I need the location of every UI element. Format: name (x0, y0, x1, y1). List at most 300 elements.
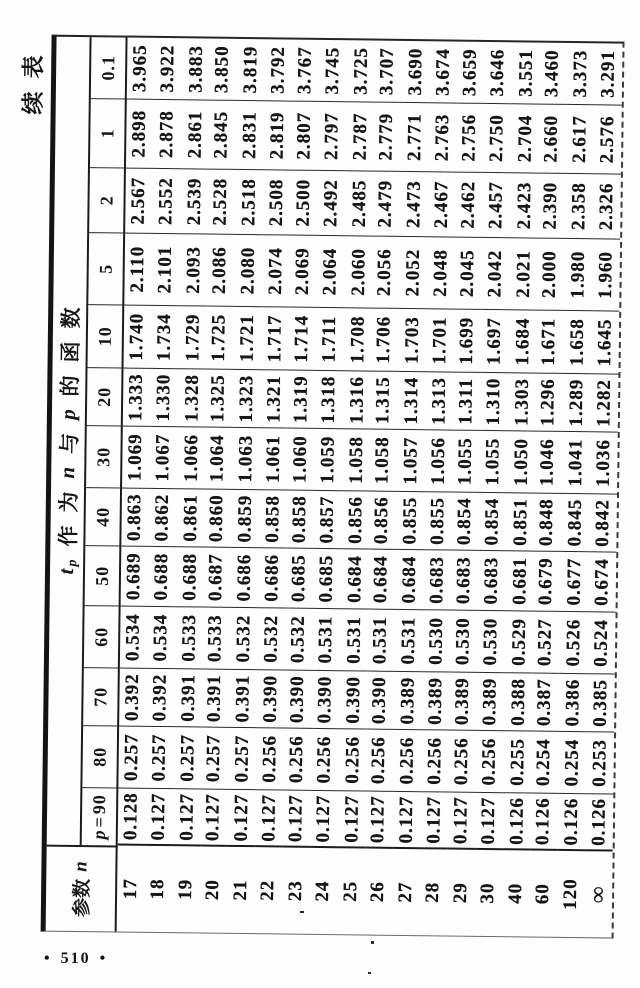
n-row-label (227, 847, 256, 933)
n-row-label (392, 849, 421, 935)
value-cell (396, 492, 424, 550)
value-cell (291, 102, 319, 171)
n-row-label-text: 30 (477, 882, 499, 904)
value-cell (509, 238, 537, 310)
value-cell (209, 39, 237, 101)
value-cell (263, 170, 291, 235)
value-cell (205, 370, 233, 428)
value-text: 1.057 (399, 436, 422, 485)
value-text: 1.740 (125, 312, 148, 361)
value-cell (451, 551, 479, 611)
n-row-label (282, 848, 311, 934)
value-text: 0.855 (427, 496, 449, 545)
value-text: 0.126 (588, 797, 611, 846)
value-cell (558, 732, 586, 794)
p-variable: p (88, 829, 109, 840)
value-cell (508, 310, 536, 373)
value-text: 3.291 (597, 49, 620, 98)
p-col-header (82, 788, 119, 845)
value-text: 0.392 (149, 673, 172, 722)
value-cell (255, 790, 283, 847)
value-cell (506, 551, 534, 611)
value-cell (148, 547, 176, 607)
table-title-segment: t (53, 568, 79, 575)
value-cell (425, 372, 453, 430)
scan-speck (371, 941, 374, 944)
value-cell (177, 427, 205, 489)
value-text: 0.256 (285, 735, 308, 784)
value-cell (179, 306, 207, 369)
value-cell (374, 41, 402, 103)
value-text: 0.257 (203, 734, 225, 783)
value-text: 3.646 (487, 48, 509, 97)
value-cell (504, 673, 532, 731)
value-cell (126, 100, 154, 169)
value-cell (121, 547, 149, 607)
value-text: 2.797 (321, 112, 343, 161)
value-text: 0.857 (316, 495, 339, 544)
value-text: 0.532 (232, 614, 255, 663)
value-text: 2.539 (183, 177, 206, 226)
value-text: 1.069 (124, 433, 146, 482)
n-row-label-text: ∞ (585, 885, 611, 904)
value-cell (565, 174, 593, 239)
value-cell (478, 551, 506, 611)
value-cell (339, 671, 367, 729)
value-cell (234, 235, 262, 307)
value-cell (174, 669, 202, 727)
value-cell (448, 731, 476, 793)
value-cell (292, 40, 320, 102)
value-text: 0.390 (260, 674, 282, 723)
value-cell (449, 673, 477, 731)
value-text: 0.390 (314, 675, 337, 724)
value-cell (456, 104, 484, 173)
value-text: 2.326 (596, 182, 618, 231)
value-cell (260, 428, 288, 490)
value-cell (286, 549, 314, 609)
value-cell (229, 670, 257, 728)
value-cell (587, 612, 615, 674)
value-text: 1.325 (207, 374, 230, 423)
value-cell (426, 309, 454, 372)
value-text: 1.063 (234, 434, 257, 483)
value-cell (372, 237, 400, 309)
value-cell (566, 105, 594, 174)
value-cell (586, 732, 614, 794)
value-text: 2.845 (210, 110, 233, 159)
value-cell (475, 793, 503, 850)
value-cell (477, 673, 505, 731)
n-row-label-text: 17 (119, 878, 142, 900)
value-text: 1.684 (511, 317, 534, 366)
value-text: 1.313 (428, 376, 451, 425)
value-text: 0.685 (287, 554, 310, 603)
value-cell (590, 432, 618, 494)
value-cell (235, 170, 263, 235)
value-cell (256, 728, 284, 790)
value-text: 0.531 (397, 616, 420, 665)
n-row-label (419, 849, 448, 935)
value-cell (287, 429, 315, 491)
n-row-label-text: 120 (559, 878, 582, 910)
value-cell (153, 169, 181, 234)
value-cell (175, 607, 203, 669)
value-cell (147, 669, 175, 727)
value-text: 0.858 (262, 494, 284, 543)
value-cell (503, 731, 531, 793)
value-text: 2.567 (127, 176, 149, 225)
value-cell (366, 730, 394, 792)
page-number: • 510 • (44, 950, 108, 967)
value-text: 1.055 (482, 437, 504, 486)
value-cell (563, 374, 591, 432)
value-text: 2.878 (156, 110, 178, 159)
value-text: 0.127 (477, 796, 500, 845)
value-cell (231, 490, 259, 548)
value-text: 0.681 (509, 556, 531, 605)
value-cell (483, 173, 511, 238)
value-text: 3.725 (350, 46, 372, 95)
value-text: 1.703 (401, 316, 423, 365)
n-row-label-text: 26 (367, 881, 389, 903)
value-text: 2.660 (540, 114, 563, 163)
value-text: 0.256 (368, 736, 390, 785)
value-text: 0.385 (590, 678, 612, 727)
value-text: 2.756 (458, 113, 480, 162)
value-cell (285, 609, 313, 671)
value-text: 1.721 (236, 314, 258, 363)
value-text: 1.036 (592, 438, 615, 487)
value-text: 0.531 (315, 615, 337, 664)
value-text: 0.848 (536, 498, 558, 547)
value-text: 0.127 (367, 795, 389, 844)
value-cell (397, 430, 425, 492)
value-cell (477, 611, 505, 673)
value-cell (173, 789, 201, 846)
value-cell (448, 793, 476, 850)
value-text: 3.883 (185, 44, 207, 93)
value-text: 0.256 (478, 737, 501, 786)
value-cell (508, 373, 536, 431)
value-text: 0.127 (147, 792, 170, 841)
value-cell (342, 429, 370, 491)
value-text: 0.527 (534, 618, 557, 667)
value-cell (318, 102, 346, 171)
value-text: 0.257 (231, 734, 253, 783)
value-cell (347, 40, 375, 102)
value-cell (538, 105, 566, 174)
value-cell (118, 727, 146, 789)
table-title-segment: n (55, 466, 80, 479)
value-text: 0.389 (451, 677, 473, 726)
p-col-header: 40 (85, 488, 122, 546)
n-row-label (474, 850, 503, 936)
value-text: 0.533 (178, 613, 200, 662)
value-text: 0.256 (450, 737, 473, 786)
value-cell (319, 40, 347, 102)
value-text: 1.960 (595, 250, 617, 299)
value-text: 2.069 (291, 247, 314, 296)
n-row-label (337, 848, 366, 934)
value-text: 0.387 (533, 678, 556, 727)
table-title-segment: 与 (55, 432, 82, 455)
value-text: 0.254 (561, 738, 583, 787)
value-text: 1.310 (483, 377, 505, 426)
value-cell (480, 373, 508, 431)
value-text: 0.529 (508, 617, 530, 666)
p-col-header: 30 (86, 426, 123, 488)
value-cell (422, 672, 450, 730)
value-text: 1.645 (594, 318, 617, 367)
n-row-label (172, 846, 201, 932)
value-cell (200, 790, 228, 847)
value-cell (119, 669, 147, 727)
value-cell (422, 610, 450, 672)
value-cell (344, 236, 372, 308)
value-cell (314, 491, 342, 549)
value-cell (180, 169, 208, 234)
value-text: 3.792 (267, 45, 290, 94)
value-text: 1.699 (455, 316, 478, 365)
value-cell (534, 494, 562, 552)
value-text: 0.863 (123, 493, 146, 542)
value-text: 2.479 (374, 179, 397, 228)
value-text: 1.701 (429, 316, 452, 365)
value-text: 3.460 (541, 49, 564, 98)
value-text: 2.617 (568, 115, 591, 164)
value-cell (429, 41, 457, 103)
table-title-segment: 函 (57, 341, 83, 363)
value-text: 0.858 (288, 495, 311, 544)
value-text: 1.708 (346, 315, 369, 364)
value-cell (179, 234, 207, 306)
value-cell (311, 729, 339, 791)
value-cell (228, 790, 256, 847)
value-cell (373, 103, 401, 172)
value-cell (257, 608, 285, 670)
value-cell (316, 308, 344, 371)
value-cell (400, 172, 428, 237)
value-text: 0.254 (533, 738, 555, 787)
value-text: 0.126 (560, 797, 583, 846)
value-text: 1.330 (153, 373, 175, 422)
value-cell (259, 490, 287, 548)
value-text: 1.980 (567, 250, 589, 299)
value-cell (562, 432, 590, 494)
value-cell (428, 103, 456, 172)
n-row-label (199, 847, 228, 933)
value-cell (206, 307, 234, 370)
value-cell (371, 309, 399, 372)
value-cell (318, 171, 346, 236)
value-cell (345, 171, 373, 236)
value-cell (207, 235, 235, 307)
value-cell (535, 374, 563, 432)
value-text: 0.389 (396, 676, 419, 725)
value-text: 0.530 (480, 617, 502, 666)
value-cell (315, 371, 343, 429)
value-text: 3.767 (294, 46, 316, 95)
value-text: 1.706 (373, 315, 395, 364)
p-value: 90 (88, 794, 109, 815)
value-text: 0.126 (532, 797, 554, 846)
value-text: 1.050 (510, 437, 533, 486)
value-text: 0.688 (179, 552, 201, 601)
value-cell (532, 612, 560, 674)
value-cell (264, 39, 292, 101)
value-text: 2.771 (403, 113, 426, 162)
value-cell (420, 792, 448, 849)
value-cell (558, 794, 586, 851)
value-text: 0.256 (259, 734, 281, 783)
value-text: 1.671 (538, 317, 560, 366)
value-text: 2.093 (182, 245, 205, 294)
n-row-label (117, 846, 146, 932)
value-text: 3.373 (569, 49, 592, 98)
value-cell (476, 731, 504, 793)
value-text: 0.390 (342, 675, 365, 724)
p-col-header: 50 (85, 546, 122, 606)
value-text: 0.127 (258, 793, 281, 842)
value-text: 1.697 (483, 317, 506, 366)
value-text: 2.074 (265, 246, 287, 295)
n-row-label-text: 40 (504, 882, 527, 904)
value-text: 0.531 (369, 616, 392, 665)
value-text: 1.289 (565, 378, 588, 427)
value-text: 2.763 (431, 113, 454, 162)
value-text: 1.066 (180, 433, 203, 482)
value-text: 0.534 (150, 613, 172, 662)
value-text: 0.257 (176, 733, 199, 782)
value-cell (338, 791, 366, 848)
value-cell (258, 548, 286, 608)
value-cell (455, 173, 483, 238)
value-cell (536, 311, 564, 374)
value-text: 1.296 (537, 378, 560, 427)
value-cell (396, 550, 424, 610)
value-cell (394, 672, 422, 730)
value-cell (120, 607, 148, 669)
value-text: 2.500 (292, 178, 314, 227)
value-text: 1.046 (536, 438, 559, 487)
value-cell (149, 489, 177, 547)
value-cell (401, 103, 429, 172)
value-text: 0.256 (313, 735, 336, 784)
value-text: 0.253 (589, 738, 611, 787)
value-text: 2.060 (347, 247, 370, 296)
value-cell (590, 374, 618, 432)
value-text: 1.058 (345, 435, 368, 484)
value-cell (452, 431, 480, 493)
value-text: 3.745 (322, 46, 344, 95)
value-text: 3.659 (459, 48, 481, 97)
value-text: 2.528 (209, 177, 232, 226)
value-cell (122, 427, 150, 489)
value-cell (537, 239, 565, 311)
value-cell (425, 430, 453, 492)
value-cell (373, 172, 401, 237)
value-text: 1.067 (152, 433, 174, 482)
scan-speck (368, 972, 371, 974)
value-cell (343, 371, 371, 429)
n-row-label-text: 60 (532, 883, 554, 905)
value-text: 0.390 (368, 676, 391, 725)
value-cell (512, 42, 540, 104)
value-cell (369, 492, 397, 550)
value-cell (230, 608, 258, 670)
value-text: 2.000 (539, 250, 561, 299)
value-cell (283, 729, 311, 791)
n-row-label-text: 20 (202, 879, 224, 901)
value-cell (236, 101, 264, 170)
value-text: 1.323 (235, 374, 258, 423)
value-text: 0.530 (452, 617, 474, 666)
value-text: 2.831 (238, 111, 261, 160)
value-cell (367, 672, 395, 730)
value-cell (204, 490, 232, 548)
value-text: 0.127 (312, 794, 335, 843)
value-text: 0.679 (535, 557, 557, 606)
p-col-header: 0.1 (91, 37, 128, 99)
value-text: 0.534 (122, 613, 144, 662)
corner-header-cell (46, 845, 118, 932)
value-text: 0.530 (425, 616, 448, 665)
n-row-label-text: 24 (312, 880, 334, 902)
value-cell (370, 430, 398, 492)
value-text: 3.922 (157, 44, 179, 93)
value-cell (511, 104, 539, 173)
value-text: 0.845 (564, 498, 586, 547)
value-text: 0.854 (481, 497, 504, 546)
value-cell (427, 237, 455, 309)
table-title-segment: 数 (57, 307, 83, 329)
value-cell (532, 674, 560, 732)
value-text: 0.859 (234, 494, 256, 543)
value-cell (563, 311, 591, 374)
n-row-label (502, 850, 531, 936)
n-row-label (529, 851, 558, 937)
value-text: 2.048 (430, 248, 452, 297)
value-text: 0.688 (150, 552, 173, 601)
value-cell (588, 552, 616, 612)
value-text: 0.127 (449, 796, 472, 845)
value-text: 2.064 (319, 247, 342, 296)
value-text: 0.390 (286, 675, 308, 724)
value-cell (367, 610, 395, 672)
table-title-segment: 为 (55, 491, 81, 513)
n-row-label (144, 846, 173, 932)
value-text: 0.684 (370, 555, 392, 604)
value-cell (365, 792, 393, 849)
value-text: 0.391 (231, 674, 254, 723)
value-cell (589, 494, 617, 552)
value-cell (182, 38, 210, 100)
value-text: 2.021 (512, 249, 535, 298)
p-col-header: 70 (83, 668, 120, 726)
value-text: 0.127 (176, 792, 198, 841)
value-text: 2.750 (486, 114, 508, 163)
value-cell (147, 607, 175, 669)
value-cell (150, 427, 178, 489)
value-cell (288, 308, 316, 371)
value-text: 0.533 (204, 614, 227, 663)
table-title-segment: 的 (56, 375, 82, 397)
value-cell (393, 792, 421, 849)
value-cell (283, 791, 311, 848)
value-cell (261, 307, 289, 370)
value-text: 2.898 (128, 109, 150, 158)
